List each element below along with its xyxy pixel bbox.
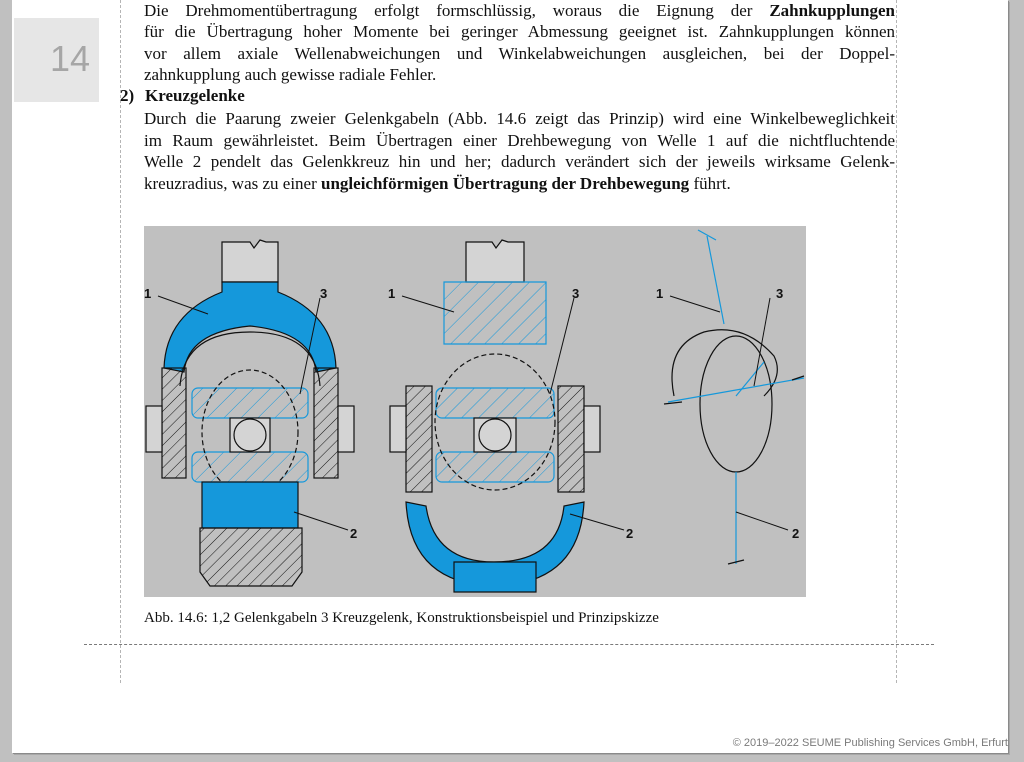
label-1-right: 1	[656, 286, 664, 301]
section-title: Kreuzgelenke	[145, 86, 245, 105]
label-3-middle: 3	[572, 286, 580, 301]
paragraph2-line4	[144, 173, 895, 195]
chapter-number: 14	[50, 38, 91, 79]
copyright-footer: © 2019–2022 SEUME Publishing Services GmbH, Erfurt	[732, 737, 1008, 749]
section-number: 2)	[120, 86, 135, 105]
margin-guide-bottom	[84, 644, 934, 645]
paragraph2-line2: im Raum gewährleistet. Beim Übertragen einer Drehbewegung von Welle 1 auf die nichtfluchtende	[144, 131, 895, 150]
universal-joint-figure	[144, 226, 806, 597]
margin-guide-right	[896, 0, 897, 683]
label-1-middle: 1	[388, 286, 396, 301]
label-1-left: 1	[144, 286, 152, 301]
section-heading	[120, 86, 245, 106]
label-3-right: 3	[776, 286, 784, 301]
label-2-left: 2	[350, 526, 358, 541]
paragraph1-line3: vor allem axiale Wellenabweichungen und Winkelabweichungen ausgleichen, bei der Doppel-	[144, 44, 895, 63]
paragraph1-line1-bold: Zahnkupplungen	[769, 1, 896, 20]
paragraph1-line1-text: Die Drehmomentübertragung erfolgt formschlüssig, woraus die Eignung der	[144, 1, 753, 20]
label-3-left: 3	[320, 286, 328, 301]
paragraph2-line4-text: kreuzradius, was zu einer	[144, 174, 317, 193]
paragraph1-line2: für die Übertragung hoher Momente bei geringer Abmessung geeignet ist. Zahnkupplungen können	[144, 22, 895, 41]
paragraph2-line4-end: führt.	[693, 174, 731, 193]
label-2-right: 2	[792, 526, 800, 541]
paragraph1-line4: zahnkupplung auch gewisse radiale Fehler.	[144, 65, 437, 84]
figure-caption: Abb. 14.6: 1,2 Gelenkgabeln 3 Kreuzgelenk, Konstruktionsbeispiel und Prinzipskizze	[144, 610, 659, 626]
paragraph1-line1	[144, 0, 895, 22]
paragraph2-line4-bold: ungleichförmigen Übertragung der Drehbewegung	[321, 174, 690, 193]
label-2-middle: 2	[626, 526, 634, 541]
paragraph2-line1: Durch die Paarung zweier Gelenkgabeln (Abb. 14.6 zeigt das Prinzip) wird eine Winkelbeweglichkeit	[144, 109, 895, 128]
paragraph2-line3: Welle 2 pendelt das Gelenkkreuz hin und her; dadurch verändert sich der jeweils wirksame Gelenk-	[144, 152, 895, 171]
chapter-tab	[14, 18, 99, 102]
